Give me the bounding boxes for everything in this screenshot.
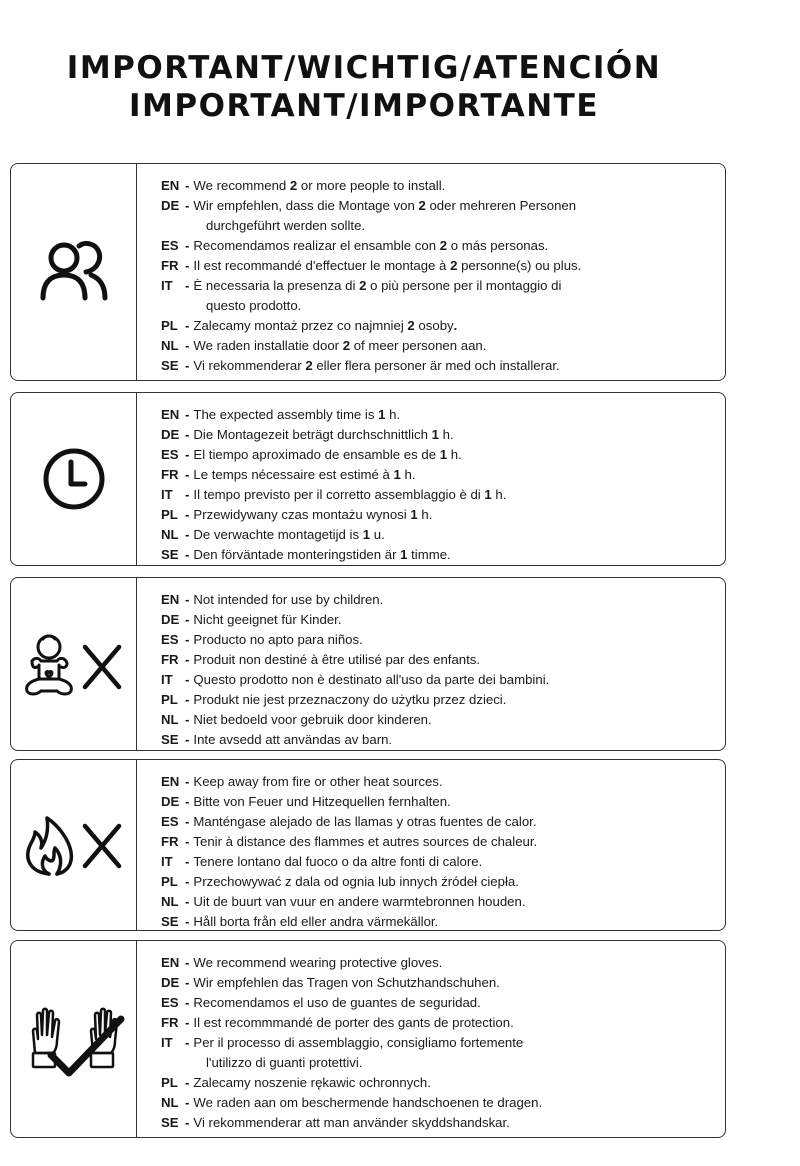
instruction-continuation: l'utilizzo di guanti protettivi.: [206, 1055, 363, 1070]
separator: -: [185, 955, 190, 970]
instruction-panel-fire: [10, 759, 726, 931]
instruction-line-fr: [161, 832, 537, 852]
separator: -: [185, 652, 190, 667]
language-code: PL: [161, 318, 178, 333]
separator: -: [185, 278, 190, 293]
instruction-line-nl: [161, 1093, 542, 1113]
separator: -: [185, 592, 190, 607]
emphasis-number: 2: [289, 178, 298, 193]
separator: -: [185, 914, 190, 929]
separator: -: [185, 407, 190, 422]
instruction-line-en: [161, 772, 537, 792]
text-part: Il tempo previsto per il corretto assemblaggio è di: [193, 487, 485, 502]
instruction-text: [193, 485, 506, 505]
text-part: Niet bedoeld voor gebruik door kinderen.: [193, 712, 432, 727]
text-part: Wir empfehlen, dass die Montage von: [193, 198, 419, 213]
text-part: Manténgase alejado de las llamas y otras fuentes de calor.: [193, 814, 537, 829]
instruction-text: [193, 852, 482, 872]
language-code: NL: [161, 527, 179, 542]
emphasis-number: 1: [378, 407, 386, 422]
instruction-text: [193, 832, 537, 852]
text-part: Producto no apto para niños.: [193, 632, 363, 647]
instruction-panel-time: [10, 392, 726, 566]
instruction-line-en: [161, 590, 549, 610]
icon-cell: [11, 941, 137, 1137]
text-part: Not intended for use by children.: [193, 592, 384, 607]
text-part: h.: [438, 427, 454, 442]
language-code: IT: [161, 487, 173, 502]
separator: -: [185, 427, 190, 442]
text-part: h.: [491, 487, 507, 502]
language-code: SE: [161, 1115, 179, 1130]
instruction-line-pl: [161, 690, 549, 710]
text-part: We recommend: [193, 178, 290, 193]
language-code: NL: [161, 338, 179, 353]
language-code: DE: [161, 794, 180, 809]
emphasis-number: 1: [393, 467, 401, 482]
language-code: IT: [161, 1035, 173, 1050]
instruction-text: [193, 525, 384, 545]
language-code: EN: [161, 407, 180, 422]
instruction-text: [193, 176, 445, 196]
language-code: SE: [161, 732, 179, 747]
protective-gloves-icon: [21, 1001, 127, 1077]
emphasis-number: 1: [439, 447, 448, 462]
separator: -: [185, 338, 190, 353]
text-part: È necessaria la presenza di: [193, 278, 360, 293]
separator: -: [185, 854, 190, 869]
text-part: We raden installatie door: [193, 338, 343, 353]
text-part: oder mehreren Personen: [425, 198, 577, 213]
instruction-text: [193, 650, 480, 670]
instruction-text: [193, 1093, 542, 1113]
text-part: Håll borta från eld eller andra värmekällor.: [193, 914, 439, 929]
language-code: ES: [161, 632, 179, 647]
separator: -: [185, 1015, 190, 1030]
instruction-line-nl: [161, 710, 549, 730]
instruction-lines: [161, 953, 542, 1133]
page-title-line-2: IMPORTANT/IMPORTANTE: [128, 88, 599, 124]
page-title-line-1: IMPORTANT/WICHTIG/ATENCIÓN: [66, 50, 662, 86]
emphasis-number: 2: [439, 238, 448, 253]
instruction-text: [193, 1033, 523, 1053]
separator: -: [185, 198, 190, 213]
instruction-text: [193, 445, 461, 465]
text-part: Die Montagezeit beträgt durchschnittlich: [193, 427, 432, 442]
instruction-text: [193, 872, 518, 892]
instruction-line-pl: [161, 872, 537, 892]
language-code: NL: [161, 712, 179, 727]
emphasis-number: 2: [418, 198, 426, 213]
instruction-text: [193, 405, 400, 425]
instruction-line-nl: [161, 525, 506, 545]
separator: -: [185, 447, 190, 462]
text-part: Den förväntade monteringstiden är: [193, 547, 401, 562]
instruction-line-en: [161, 176, 581, 196]
instruction-text: [193, 730, 392, 750]
language-code: SE: [161, 358, 179, 373]
instruction-text: [193, 236, 548, 256]
instruction-line-es: [161, 630, 549, 650]
text-part: Recomendamos realizar el ensamble con: [193, 238, 440, 253]
instruction-text: [193, 1113, 509, 1133]
separator: -: [185, 1095, 190, 1110]
instruction-text: [193, 670, 549, 690]
instruction-line-pl: [161, 316, 581, 336]
separator: -: [185, 774, 190, 789]
separator: -: [185, 612, 190, 627]
emphasis-number: 2: [407, 318, 415, 333]
text-part: Zalecamy noszenie rękawic ochronnych.: [193, 1075, 431, 1090]
separator: -: [185, 794, 190, 809]
text-part: h.: [417, 507, 433, 522]
instruction-panel-gloves: [10, 940, 726, 1138]
text-part: Tenere lontano dal fuoco o da altre fonti di calore.: [193, 854, 483, 869]
instruction-text: [193, 912, 438, 932]
instruction-line-de: [161, 196, 581, 216]
language-code: EN: [161, 774, 180, 789]
text-part: Produit non destiné à être utilisé par des enfants.: [193, 652, 481, 667]
text-part: Nicht geeignet für Kinder.: [193, 612, 342, 627]
language-code: EN: [161, 178, 180, 193]
instruction-line-es: [161, 812, 537, 832]
instruction-text: [193, 1073, 431, 1093]
text-part: Questo prodotto non è destinato all'uso da parte dei bambini.: [193, 672, 550, 687]
icon-cell: [11, 164, 137, 380]
separator: -: [185, 995, 190, 1010]
instruction-text: [193, 993, 480, 1013]
text-part: personne(s) ou plus.: [457, 258, 582, 273]
text-part: o più persone per il montaggio di: [366, 278, 562, 293]
separator: -: [185, 692, 190, 707]
text-part: Przewidywany czas montażu wynosi: [193, 507, 411, 522]
instruction-panel-children: [10, 577, 726, 751]
instruction-text: [193, 336, 486, 356]
language-code: DE: [161, 198, 180, 213]
separator: -: [185, 487, 190, 502]
text-part: Il est recommmandé de porter des gants de protection.: [193, 1015, 514, 1030]
language-code: ES: [161, 238, 179, 253]
separator: -: [185, 467, 190, 482]
instruction-lines: [161, 590, 549, 750]
language-code: FR: [161, 467, 179, 482]
instruction-line-se: [161, 356, 581, 376]
instruction-line-se: [161, 1113, 542, 1133]
separator: -: [185, 834, 190, 849]
separator: -: [185, 547, 190, 562]
emphasis-number: 1: [484, 487, 492, 502]
text-part: Vi rekommenderar: [193, 358, 306, 373]
two-people-icon: [39, 240, 109, 304]
text-part: Tenir à distance des flammes et autres sources de chaleur.: [193, 834, 538, 849]
instruction-line-it: [161, 852, 537, 872]
language-code: DE: [161, 975, 180, 990]
instruction-line-de: [161, 973, 542, 993]
language-code: IT: [161, 278, 173, 293]
language-code: SE: [161, 914, 179, 929]
instruction-text: [193, 505, 432, 525]
instruction-text: [193, 630, 362, 650]
instruction-line-pl: [161, 1073, 542, 1093]
instruction-text: [193, 425, 453, 445]
icon-cell: [11, 393, 137, 565]
text-part: We raden aan om beschermende handschoenen te dragen.: [193, 1095, 543, 1110]
instruction-line-it: [161, 276, 581, 296]
text-part: Recomendamos el uso de guantes de seguridad.: [193, 995, 481, 1010]
emphasis-number: 2: [342, 338, 351, 353]
separator: -: [185, 238, 190, 253]
instruction-line-it: [161, 670, 549, 690]
language-code: PL: [161, 1075, 178, 1090]
separator: -: [185, 712, 190, 727]
separator: -: [185, 527, 190, 542]
instruction-text: [193, 953, 442, 973]
instruction-text: [193, 973, 499, 993]
text-part: or more people to install.: [297, 178, 446, 193]
instruction-text: [193, 792, 450, 812]
text-part: Produkt nie jest przeznaczony do użytku przez dzieci.: [193, 692, 507, 707]
instruction-text: [193, 772, 442, 792]
separator: -: [185, 507, 190, 522]
instruction-line-it: [161, 1033, 542, 1053]
text-part: o más personas.: [447, 238, 549, 253]
text-part: Keep away from fire or other heat sources.: [193, 774, 443, 789]
instruction-continuation: durchgeführt werden sollte.: [206, 218, 366, 233]
instruction-line-se: [161, 912, 537, 932]
instruction-line-de: [161, 610, 549, 630]
instruction-line-fr: [161, 1013, 542, 1033]
no-fire-icon: [19, 812, 129, 878]
instruction-line-se: [161, 730, 549, 750]
instruction-text: [193, 256, 581, 276]
text-part: Le temps nécessaire est estimé à: [193, 467, 394, 482]
instruction-text: [193, 356, 559, 376]
instruction-text: [193, 316, 457, 336]
language-code: NL: [161, 1095, 179, 1110]
separator: -: [185, 975, 190, 990]
language-code: DE: [161, 427, 180, 442]
text-part: Il est recommandé d'effectuer le montage à: [193, 258, 451, 273]
icon-cell: [11, 760, 137, 930]
text-part: h.: [447, 447, 462, 462]
instruction-text: [193, 276, 561, 296]
separator: -: [185, 874, 190, 889]
instruction-line-fr: [161, 256, 581, 276]
instruction-line-en: [161, 405, 506, 425]
language-code: FR: [161, 1015, 179, 1030]
instruction-text: [193, 196, 576, 216]
instruction-continuation: questo prodotto.: [206, 298, 302, 313]
separator: -: [185, 358, 190, 373]
instruction-line-es: [161, 236, 581, 256]
text-part: Inte avsedd att användas av barn.: [193, 732, 393, 747]
emphasis-number: 1: [400, 547, 408, 562]
instruction-lines: [161, 176, 581, 376]
instruction-line-nl: [161, 336, 581, 356]
separator: -: [185, 732, 190, 747]
language-code: ES: [161, 447, 179, 462]
language-code: NL: [161, 894, 179, 909]
emphasis-number: 2: [359, 278, 367, 293]
separator: -: [185, 1075, 190, 1090]
text-part: Bitte von Feuer und Hitzequellen fernhalten.: [193, 794, 451, 809]
text-part: De verwachte montagetijd is: [193, 527, 363, 542]
instruction-line-nl: [161, 892, 537, 912]
language-code: ES: [161, 814, 179, 829]
text-part: u.: [370, 527, 385, 542]
instruction-panel-people: [10, 163, 726, 381]
language-code: FR: [161, 258, 179, 273]
instruction-line-fr: [161, 465, 506, 485]
emphasis-number: .: [453, 318, 458, 333]
instruction-text: [193, 1013, 513, 1033]
instruction-lines: [161, 772, 537, 932]
text-part: Zalecamy montaż przez co najmniej: [193, 318, 408, 333]
language-code: PL: [161, 507, 178, 522]
instruction-line-de: [161, 425, 506, 445]
separator: -: [185, 814, 190, 829]
instruction-text: [193, 465, 415, 485]
text-part: Per il processo di assemblaggio, consigliamo fortemente: [193, 1035, 524, 1050]
instruction-text: [193, 690, 506, 710]
text-part: h.: [400, 467, 416, 482]
language-code: ES: [161, 995, 179, 1010]
instruction-line-es: [161, 445, 506, 465]
text-part: osoby: [414, 318, 454, 333]
instruction-text: [193, 812, 536, 832]
language-code: SE: [161, 547, 179, 562]
language-code: PL: [161, 692, 178, 707]
separator: -: [185, 894, 190, 909]
text-part: Przechowywać z dala od ognia lub innych źródeł ciepła.: [193, 874, 519, 889]
text-part: of meer personen aan.: [350, 338, 487, 353]
separator: -: [185, 318, 190, 333]
separator: -: [185, 178, 190, 193]
instruction-line-pl: [161, 505, 506, 525]
emphasis-number: 2: [305, 358, 313, 373]
instruction-line-fr: [161, 650, 549, 670]
separator: -: [185, 632, 190, 647]
separator: -: [185, 1115, 190, 1130]
separator: -: [185, 672, 190, 687]
language-code: IT: [161, 672, 173, 687]
language-code: PL: [161, 874, 178, 889]
language-code: EN: [161, 592, 180, 607]
instruction-line-se: [161, 545, 506, 565]
emphasis-number: 1: [362, 527, 371, 542]
language-code: IT: [161, 854, 173, 869]
text-part: Uit de buurt van vuur en andere warmtebronnen houden.: [193, 894, 526, 909]
text-part: eller flera personer är med och installerar.: [312, 358, 560, 373]
icon-cell: [11, 578, 137, 750]
instruction-text: [193, 545, 450, 565]
text-part: timme.: [407, 547, 451, 562]
instruction-line-de: [161, 792, 537, 812]
text-part: Vi rekommenderar att man använder skyddshandskar.: [193, 1115, 510, 1130]
emphasis-number: 1: [410, 507, 418, 522]
instruction-text: [193, 710, 431, 730]
language-code: DE: [161, 612, 180, 627]
language-code: FR: [161, 834, 179, 849]
instruction-text: [193, 590, 383, 610]
text-part: We recommend wearing protective gloves.: [193, 955, 443, 970]
instruction-line-es: [161, 993, 542, 1013]
no-children-icon: [19, 629, 129, 699]
instruction-line-en: [161, 953, 542, 973]
emphasis-number: 1: [431, 427, 439, 442]
language-code: EN: [161, 955, 180, 970]
text-part: El tiempo aproximado de ensamble es de: [193, 447, 440, 462]
text-part: h.: [385, 407, 401, 422]
language-code: FR: [161, 652, 179, 667]
text-part: Wir empfehlen das Tragen von Schutzhandschuhen.: [193, 975, 500, 990]
instruction-lines: [161, 405, 506, 565]
separator: -: [185, 258, 190, 273]
instruction-line-it: [161, 485, 506, 505]
text-part: The expected assembly time is: [193, 407, 379, 422]
separator: -: [185, 1035, 190, 1050]
emphasis-number: 2: [450, 258, 458, 273]
clock-icon: [41, 446, 107, 512]
instruction-text: [193, 892, 525, 912]
instruction-text: [193, 610, 341, 630]
